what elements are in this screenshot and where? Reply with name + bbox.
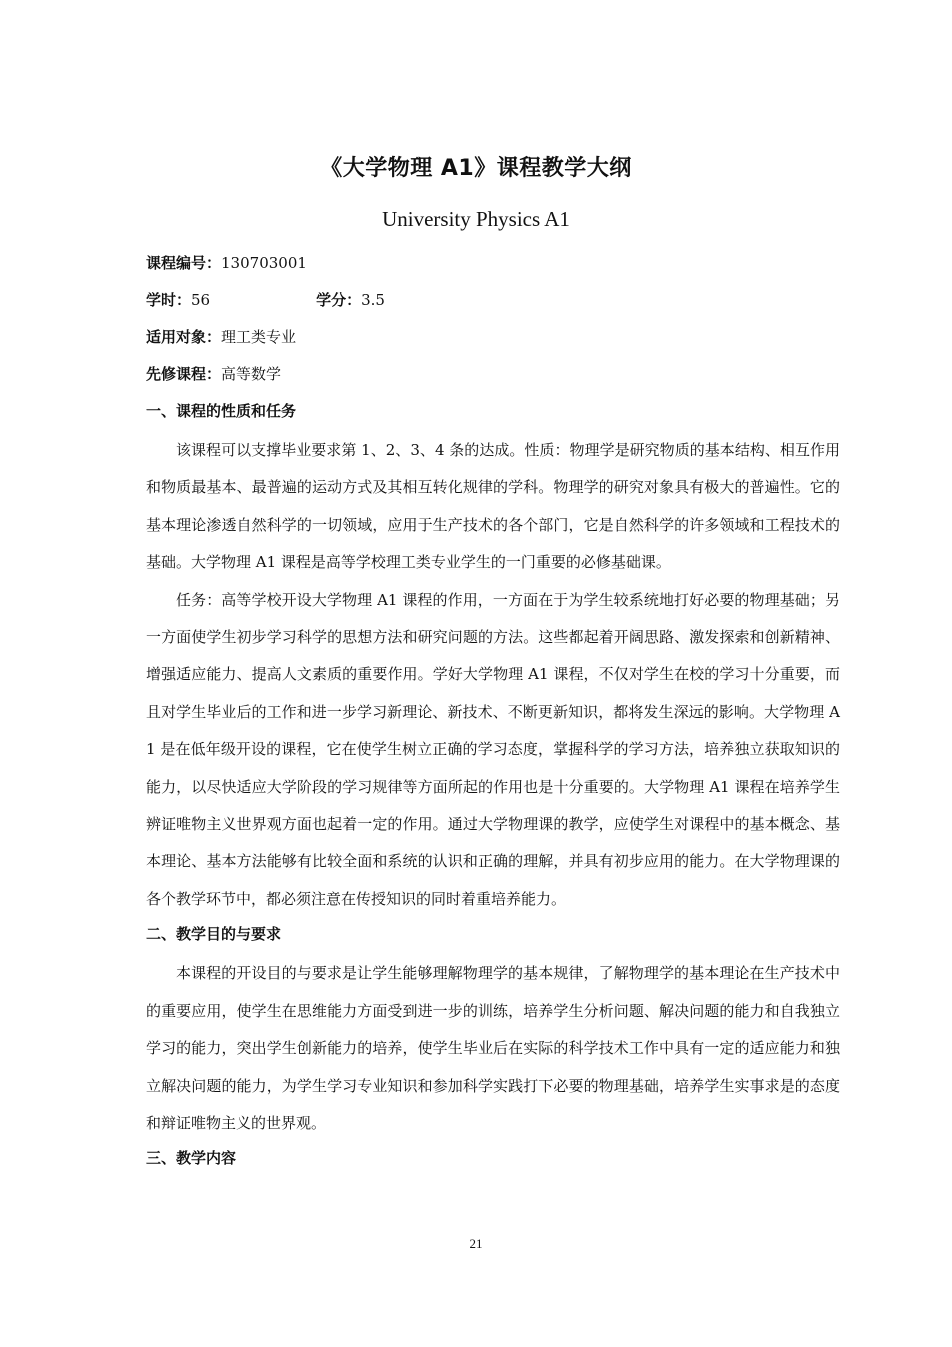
credits-value: 3.5 <box>361 291 385 309</box>
paragraph-objectives: 本课程的开设目的与要求是让学生能够理解物理学的基本规律，了解物理学的基本理论在生产技术中的重要应用，使学生在思维能力方面受到进一步的训练，培养学生分析问题、解决问题的能力和自我独立学习的能力，突出学生创新能力的培养，使学生毕业后在实际的科学技术工作中具有一定的适应能力和独立解决问题的能力，为学生学习专业知识和参加科学实践打下必要的物理基础，培养学生实事求是的态度和辩证唯物主义的世界观。 <box>146 964 840 1132</box>
hours-value: 56 <box>191 291 211 309</box>
section-heading-nature-tasks: 一、课程的性质和任务 <box>146 402 297 420</box>
document-body <box>146 247 840 1179</box>
hours-label: 学时： <box>146 291 192 309</box>
audience-label: 适用对象： <box>146 328 222 346</box>
course-code-row <box>146 247 840 284</box>
audience-value: 理工类专业 <box>221 328 297 346</box>
paragraph-tasks: 任务：高等学校开设大学物理 A1 课程的作用，一方面在于为学生较系统地打好必要的物理基础；另一方面使学生初步学习科学的思想方法和研究问题的方法。这些都起着开阔思路、激发探索和创新精神、增强适应能力、提高人文素质的重要作用。学好大学物理 A1 课程，不仅对学生在校的学习十分重要，而且对学生毕业后的工作和进一步学习新理论、新技术、不断更新知识，都将发生深远的影响。大学物理 A1 是在低年级开设的课程，它在使学生树立正确的学习态度，掌握科学的学习方法，培养独立获取知识的能力，以尽快适应大学阶段的学习规律等方面所起的作用也是十分重要的。大学物理 A1 课程在培养学生辨证唯物主义世界观方面也起着一定的作用。通过大学物理课的教学，应使学生对课程中的基本概念、基本理论、基本方法能够有比较全面和系统的认识和正确的理解，并具有初步应用的能力。在大学物理课的各个教学环节中，都必须注意在传授知识的同时着重培养能力。 <box>146 590 840 908</box>
prerequisite-value: 高等数学 <box>221 365 282 383</box>
course-code-value: 130703001 <box>221 254 307 272</box>
prerequisite-label: 先修课程： <box>146 365 222 383</box>
section-heading-content: 三、教学内容 <box>146 1149 237 1168</box>
document-subtitle: University Physics A1 <box>382 207 570 231</box>
page-number: 21 <box>469 1236 483 1251</box>
hours-credits-row <box>146 284 840 321</box>
paragraph-nature: 该课程可以支撑毕业要求第 1、2、3、4 条的达成。性质：物理学是研究物质的基本结构、相互作用和物质最基本、最普遍的运动方式及其相互转化规律的学科。物理学的研究对象具有极大的普遍性。它的基本理论渗透自然科学的一切领域，应用于生产技术的各个部门，它是自然科学的许多领域和工程技术的基础。大学物理 A1 课程是高等学校理工类专业学生的一门重要的必修基础课。 <box>146 441 840 572</box>
audience-row <box>146 321 840 358</box>
course-code-label: 课程编号： <box>146 254 222 272</box>
document-title: 《大学物理 A1》课程教学大纲 <box>320 156 632 181</box>
credits-label: 学分： <box>316 291 362 309</box>
section-heading-objectives: 二、教学目的与要求 <box>146 925 282 944</box>
prerequisite-row <box>146 358 840 395</box>
